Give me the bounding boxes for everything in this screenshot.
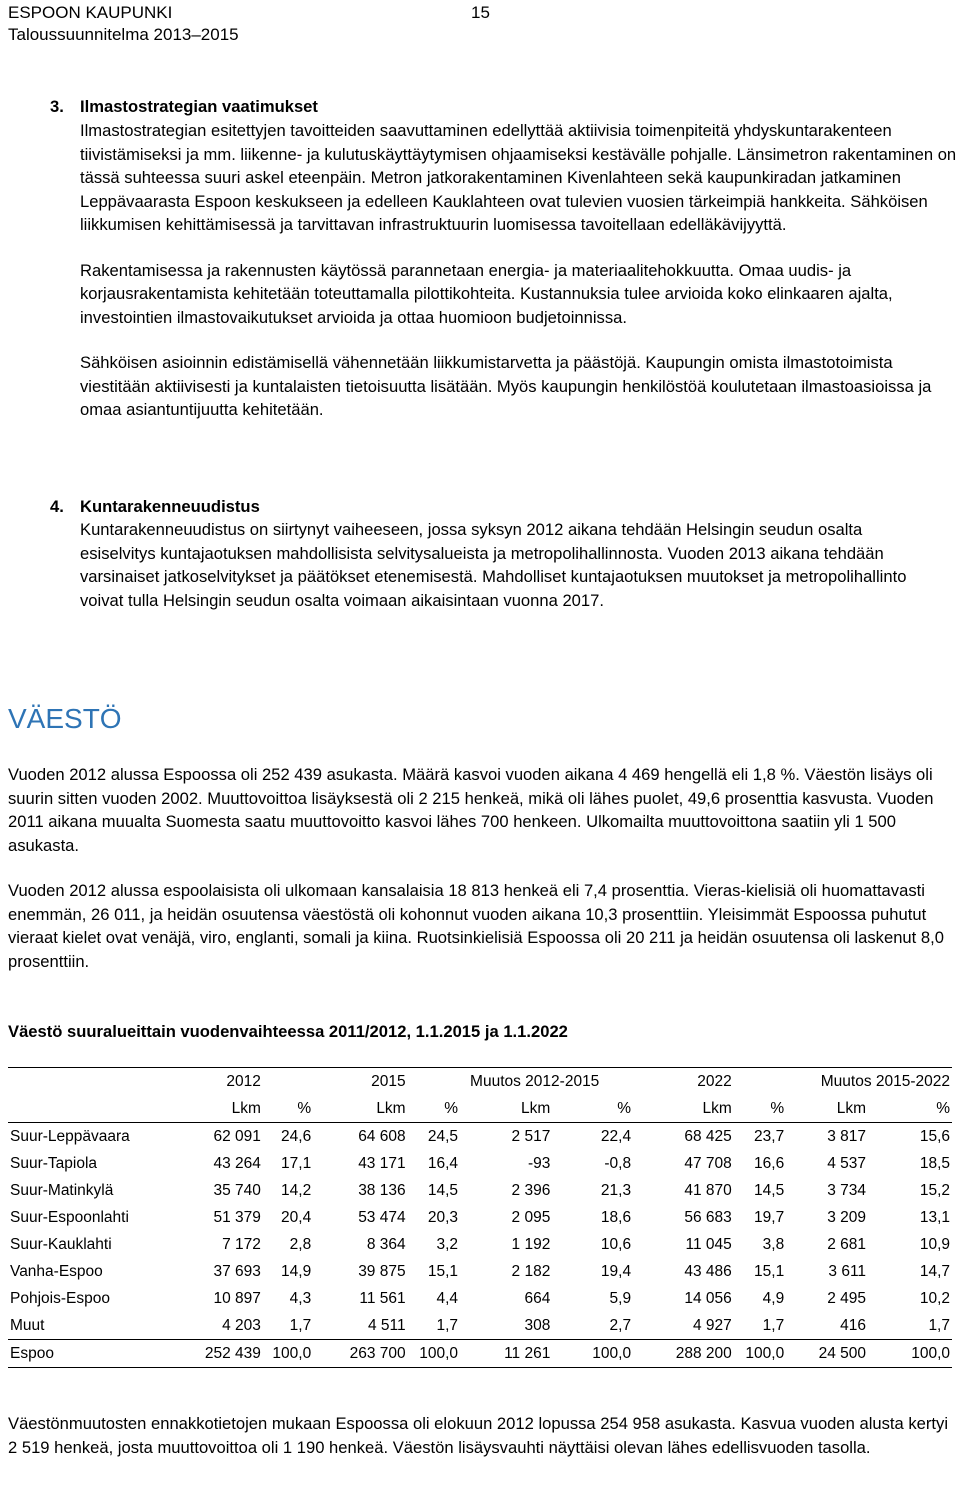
value-cell: 2 182 <box>511 1262 551 1280</box>
total-value-cell: 100,0 <box>734 1340 786 1368</box>
value-cell: 41 870 <box>684 1181 732 1199</box>
value-cell: -93 <box>527 1154 551 1172</box>
value-cell: 8 364 <box>366 1235 406 1253</box>
population-table <box>8 1067 952 1368</box>
value-cell: 7 172 <box>222 1235 261 1253</box>
footer-body <box>8 1412 952 1459</box>
value-cell: 1,7 <box>436 1316 459 1334</box>
value-cell: 62 091 <box>213 1127 261 1145</box>
value-cell: 37 693 <box>213 1262 261 1280</box>
table-row <box>8 1285 952 1312</box>
section-3-title: Ilmastostrategian vaatimukset <box>80 97 318 116</box>
value-cell: 1 192 <box>511 1235 551 1253</box>
column-sub-header: % <box>263 1095 313 1123</box>
value-cell: 14,2 <box>281 1181 312 1199</box>
region-name-cell: Muut <box>10 1316 45 1334</box>
section-4-paragraph: Kuntarakenneuudistus on siirtynyt vaiheeseen, jossa syksyn 2012 aikana tehdään Helsingin seudun osalta esiselvitys kuntajaotuksen mahdollisista selvitysalueista ja metropolihallinnosta. Vuoden 2013 aikana tehdään varsinaiset jatkoselvitykset ja päätökset etenemisestä. Mahdolliset kuntajaotuksen muutokset ja metropolihallinto voivat tulla Helsingin seudun osalta voimaan aikaisintaan vuonna 2017. <box>80 520 907 610</box>
section-4-title: Kuntarakenneuudistus <box>80 497 260 516</box>
region-name-cell: Suur-Kauklahti <box>10 1235 112 1253</box>
value-cell: 14,5 <box>754 1181 785 1199</box>
value-cell: 14,9 <box>281 1262 312 1280</box>
value-cell: 2 681 <box>827 1235 867 1253</box>
value-cell: 10,2 <box>919 1289 950 1307</box>
column-sub-header: % <box>868 1095 952 1123</box>
section-3-body <box>80 119 958 422</box>
value-cell: 15,1 <box>427 1262 459 1280</box>
total-value-cell: 100,0 <box>408 1340 460 1368</box>
section-3-paragraph: Sähköisen asioinnin edistämisellä vähennetään liikkumistarvetta ja päästöjä. Kaupungin omista ilmastotoimista viestitään aktiivisesti ja kuntalaisten tietoisuutta lisätään. Myös kaupungin henkilöstöä koulutetaan ilmastoasioissa ja omaa asiantuntijuutta kehitetään. <box>80 353 932 419</box>
value-cell: 3 209 <box>827 1208 867 1226</box>
column-sub-header: % <box>552 1095 633 1123</box>
column-sub-header: Lkm <box>633 1095 734 1123</box>
region-name-cell: Pohjois-Espoo <box>10 1289 110 1307</box>
value-cell: 43 486 <box>684 1262 732 1280</box>
region-name-cell: Suur-Espoonlahti <box>10 1208 129 1226</box>
region-name-cell: Suur-Matinkylä <box>10 1181 114 1199</box>
value-cell: 24,6 <box>281 1127 312 1145</box>
total-value-cell: 24 500 <box>786 1340 868 1368</box>
value-cell: 14,7 <box>919 1262 950 1280</box>
value-cell: 16,6 <box>754 1154 785 1172</box>
org-name: ESPOON KAUPUNKI <box>8 3 173 22</box>
table-header-empty <box>408 1068 460 1096</box>
region-name-cell: Vanha-Espoo <box>10 1262 103 1280</box>
column-group-header: Muutos 2015-2022 <box>786 1068 952 1096</box>
section-4-body <box>80 518 940 612</box>
table-row <box>8 1204 952 1231</box>
value-cell: 3,2 <box>436 1235 459 1253</box>
table-row <box>8 1312 952 1340</box>
value-cell: 10,9 <box>919 1235 950 1253</box>
column-sub-header: % <box>408 1095 460 1123</box>
value-cell: 68 425 <box>684 1127 732 1145</box>
table-title: Väestö suuralueittain vuodenvaihteessa 2011/2012, 1.1.2015 ja 1.1.2022 <box>8 1022 568 1041</box>
value-cell: 664 <box>524 1289 551 1307</box>
total-value-cell: 100,0 <box>552 1340 633 1368</box>
value-cell: 416 <box>840 1316 867 1334</box>
total-value-cell: 11 261 <box>460 1340 552 1368</box>
region-name-cell: Suur-Tapiola <box>10 1154 98 1172</box>
column-sub-header: Lkm <box>786 1095 868 1123</box>
column-group-header: 2012 <box>179 1068 263 1096</box>
value-cell: 3,8 <box>762 1235 785 1253</box>
region-name-cell: Suur-Leppävaara <box>10 1127 130 1145</box>
table-row <box>8 1231 952 1258</box>
column-sub-header: Lkm <box>313 1095 407 1123</box>
section-4-number: 4. <box>50 497 64 516</box>
vaesto-heading: VÄESTÖ <box>8 703 122 734</box>
value-cell: 2 396 <box>511 1181 551 1199</box>
footer-paragraph: Väestönmuutosten ennakkotietojen mukaan Espoossa oli elokuun 2012 lopussa 254 958 asukasta. Kasvua vuoden alusta kertyi 2 519 henkeä, josta muuttovoittoa oli 1 190 henkeä. Väestön lisäysvauhti näyttäisi olevan lähes edellisvuoden tasolla. <box>8 1414 949 1457</box>
value-cell: 22,4 <box>600 1127 632 1145</box>
vaesto-body <box>8 763 952 973</box>
value-cell: 35 740 <box>213 1181 261 1199</box>
value-cell: 19,7 <box>754 1208 785 1226</box>
column-group-header: 2015 <box>313 1068 407 1096</box>
value-cell: 23,7 <box>754 1127 785 1145</box>
table-header-empty <box>263 1068 313 1096</box>
value-cell: 4 927 <box>692 1316 732 1334</box>
value-cell: 11 045 <box>685 1235 732 1253</box>
value-cell: 2 495 <box>827 1289 867 1307</box>
section-3-number: 3. <box>50 97 64 116</box>
value-cell: 53 474 <box>358 1208 406 1226</box>
total-name-cell: Espoo <box>8 1340 179 1368</box>
value-cell: 4,4 <box>436 1289 459 1307</box>
value-cell: 10 897 <box>213 1289 261 1307</box>
value-cell: 11 561 <box>359 1289 406 1307</box>
column-sub-header: % <box>734 1095 786 1123</box>
total-value-cell: 263 700 <box>313 1340 407 1368</box>
value-cell: 19,4 <box>600 1262 632 1280</box>
value-cell: 13,1 <box>919 1208 950 1226</box>
value-cell: 3 734 <box>827 1181 867 1199</box>
column-group-header: Muutos 2012-2015 <box>460 1068 633 1096</box>
table-sub-header-row <box>8 1095 952 1123</box>
value-cell: 14 056 <box>684 1289 732 1307</box>
column-sub-header: Lkm <box>179 1095 263 1123</box>
table-total-row <box>8 1340 952 1368</box>
page-number: 15 <box>471 3 490 22</box>
column-group-header: 2022 <box>633 1068 734 1096</box>
value-cell: 18,6 <box>600 1208 632 1226</box>
value-cell: 2 095 <box>511 1208 551 1226</box>
total-value-cell: 100,0 <box>263 1340 313 1368</box>
value-cell: 47 708 <box>684 1154 732 1172</box>
value-cell: 4 511 <box>367 1316 406 1334</box>
total-value-cell: 252 439 <box>179 1340 263 1368</box>
value-cell: 20,3 <box>427 1208 459 1226</box>
value-cell: 43 171 <box>358 1154 406 1172</box>
total-value-cell: 100,0 <box>868 1340 952 1368</box>
table-row <box>8 1258 952 1285</box>
table-group-header-row <box>8 1068 952 1096</box>
value-cell: 4 203 <box>222 1316 261 1334</box>
value-cell: 4 537 <box>827 1154 867 1172</box>
value-cell: 16,4 <box>427 1154 459 1172</box>
column-sub-header: Lkm <box>460 1095 552 1123</box>
value-cell: 43 264 <box>213 1154 261 1172</box>
table-header-empty <box>734 1068 786 1096</box>
value-cell: 15,2 <box>919 1181 950 1199</box>
value-cell: 39 875 <box>358 1262 406 1280</box>
table-row <box>8 1177 952 1204</box>
value-cell: 15,6 <box>919 1127 950 1145</box>
vaesto-paragraph: Vuoden 2012 alussa Espoossa oli 252 439 asukasta. Määrä kasvoi vuoden aikana 4 469 hengellä eli 1,8 %. Väestön lisäys oli suurin sitten vuoden 2002. Muuttovoittoa lisäyksestä oli 2 215 henkeä, mikä oli lähes puolet, 49,6 prosenttia kasvusta. Vuoden 2011 aikana muualta Suomesta saatu muuttovoitto kasvoi lähes 700 henkeen. Ulkomailta muuttovoittona saatiin yli 1 500 asukasta. <box>8 765 934 855</box>
total-value-cell: 288 200 <box>633 1340 734 1368</box>
table-header-empty <box>8 1068 179 1096</box>
value-cell: 17,1 <box>281 1154 312 1172</box>
value-cell: 56 683 <box>684 1208 732 1226</box>
value-cell: 10,6 <box>600 1235 632 1253</box>
value-cell: 20,4 <box>281 1208 312 1226</box>
value-cell: 24,5 <box>427 1127 459 1145</box>
value-cell: 18,5 <box>919 1154 950 1172</box>
section-3-paragraph: Ilmastostrategian esitettyjen tavoitteiden saavuttaminen edellyttää aktiivisia toimenpiteitä yhdyskuntarakenteen tiivistämiseksi ja mm. liikenne- ja kulutuskäyttäytymisen ohjaamiseksi kestävälle pohjalle. Länsimetron rakentaminen on tässä suhteessa suuri askel eteenpäin. Metron jatkorakentaminen Kivenlahteen sekä kaupunkiradan jatkaminen Leppävaarasta Espoon keskukseen ja edelleen Kauklahteen ovat tulevien vuosien tärkeimpiä hankkeita. Sähköisen liikkumisen kehittämisessä ja tarvittavan infrastruktuurin luomisessa tavoitellaan edelläkävijyyttä. <box>80 121 957 234</box>
table-row <box>8 1123 952 1151</box>
value-cell: -0,8 <box>604 1154 632 1172</box>
value-cell: 1,7 <box>289 1316 312 1334</box>
value-cell: 21,3 <box>600 1181 632 1199</box>
value-cell: 3 817 <box>827 1127 867 1145</box>
value-cell: 4,3 <box>289 1289 312 1307</box>
document-title: Taloussuunnitelma 2013–2015 <box>8 25 239 44</box>
value-cell: 308 <box>524 1316 551 1334</box>
value-cell: 15,1 <box>754 1262 785 1280</box>
value-cell: 1,7 <box>928 1316 950 1334</box>
value-cell: 2 517 <box>511 1127 551 1145</box>
value-cell: 2,8 <box>289 1235 312 1253</box>
value-cell: 64 608 <box>358 1127 406 1145</box>
value-cell: 4,9 <box>762 1289 785 1307</box>
section-3-paragraph: Rakentamisessa ja rakennusten käytössä parannetaan energia- ja materiaalitehokkuutta. Omaa uudis- ja korjausrakentamista kehitetään toteuttamalla pilottikohteita. Kustannuksia tulee arvioida koko elinkaaren ajalta, investointien ilmastovaikutukset arvioida ja ottaa huomioon budjetoinnissa. <box>80 260 893 327</box>
vaesto-paragraph: Vuoden 2012 alussa espoolaisista oli ulkomaan kansalaisia 18 813 henkeä eli 7,4 prosenttia. Vieras-kielisiä oli huomattavasti enemmän, 26 011, ja heidän osuutensa väestöstä oli kohonnut vuoden aikana 10,3 prosenttiin. Yleisimmät Espoossa puhutut vieraat kielet ovat venäjä, viro, englanti, somali ja kiina. Ruotsinkielisiä Espoossa oli 20 211 ja heidän osuutensa oli laskenut 8,0 prosenttiin. <box>8 881 944 971</box>
value-cell: 51 379 <box>213 1208 261 1226</box>
table-header-empty <box>8 1095 179 1123</box>
table-row <box>8 1150 952 1177</box>
value-cell: 2,7 <box>609 1316 632 1334</box>
value-cell: 38 136 <box>358 1181 406 1199</box>
value-cell: 1,7 <box>762 1316 785 1334</box>
value-cell: 3 611 <box>828 1262 867 1280</box>
value-cell: 14,5 <box>427 1181 459 1199</box>
value-cell: 5,9 <box>609 1289 632 1307</box>
